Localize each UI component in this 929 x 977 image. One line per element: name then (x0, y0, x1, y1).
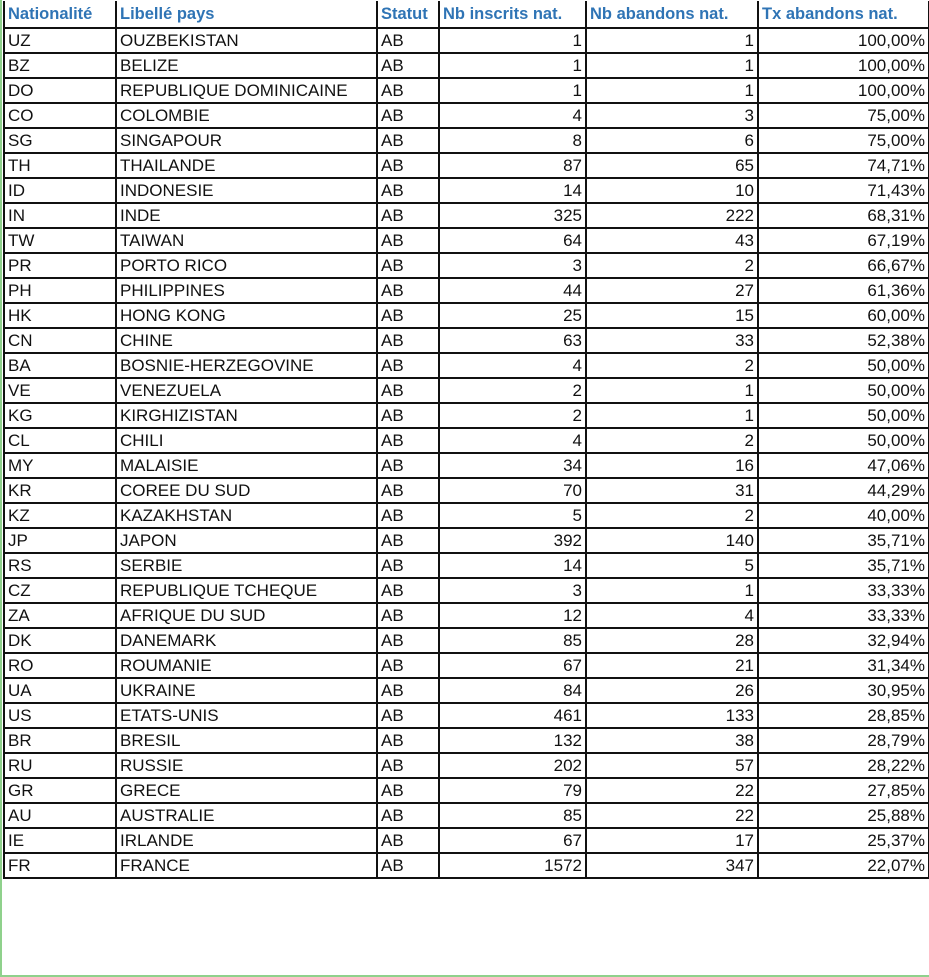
header-statut[interactable]: Statut (377, 1, 439, 28)
nationalite-cell[interactable]: US (4, 703, 116, 728)
libelle-pays-cell[interactable]: ETATS-UNIS (116, 703, 377, 728)
nationalite-cell[interactable]: RU (4, 753, 116, 778)
table-row (4, 653, 929, 678)
nb-abandons-cell[interactable]: 26 (586, 678, 758, 703)
nb-abandons-cell[interactable]: 2 (586, 428, 758, 453)
table-row (4, 728, 929, 753)
table-row (4, 403, 929, 428)
table-row (4, 228, 929, 253)
table-row (4, 203, 929, 228)
tx-abandons-cell[interactable]: 100,00% (758, 53, 929, 78)
tx-abandons-cell[interactable]: 27,85% (758, 778, 929, 803)
nb-inscrits-cell[interactable]: 202 (439, 753, 586, 778)
table-row (4, 153, 929, 178)
statut-cell[interactable]: AB (377, 228, 439, 253)
libelle-pays-cell[interactable]: BOSNIE-HERZEGOVINE (116, 353, 377, 378)
nationalite-cell[interactable]: MY (4, 453, 116, 478)
nationalite-cell[interactable]: TH (4, 153, 116, 178)
statut-cell[interactable]: AB (377, 553, 439, 578)
nb-inscrits-cell[interactable]: 85 (439, 628, 586, 653)
table-row (4, 578, 929, 603)
libelle-pays-cell[interactable]: INDONESIE (116, 178, 377, 203)
statut-cell[interactable]: AB (377, 78, 439, 103)
nb-abandons-cell[interactable]: 57 (586, 753, 758, 778)
libelle-pays-cell[interactable]: VENEZUELA (116, 378, 377, 403)
tx-abandons-cell[interactable]: 40,00% (758, 503, 929, 528)
tx-abandons-cell[interactable]: 25,37% (758, 828, 929, 853)
header-tx-abandons[interactable]: Tx abandons nat. (758, 1, 929, 28)
nb-inscrits-cell[interactable]: 1 (439, 28, 586, 53)
header-nationalite[interactable]: Nationalité (4, 1, 116, 28)
tx-abandons-cell[interactable]: 28,22% (758, 753, 929, 778)
nb-inscrits-cell[interactable]: 12 (439, 603, 586, 628)
tx-abandons-cell[interactable]: 32,94% (758, 628, 929, 653)
nationalite-cell[interactable]: GR (4, 778, 116, 803)
nb-inscrits-cell[interactable]: 461 (439, 703, 586, 728)
statut-cell[interactable]: AB (377, 428, 439, 453)
nationalite-cell[interactable]: AU (4, 803, 116, 828)
libelle-pays-cell[interactable]: AFRIQUE DU SUD (116, 603, 377, 628)
nb-abandons-cell[interactable]: 31 (586, 478, 758, 503)
nb-inscrits-cell[interactable]: 1 (439, 53, 586, 78)
nationalite-cell[interactable]: SG (4, 128, 116, 153)
nb-inscrits-cell[interactable]: 84 (439, 678, 586, 703)
statut-cell[interactable]: AB (377, 753, 439, 778)
nationalite-cell[interactable]: RS (4, 553, 116, 578)
nb-abandons-cell[interactable]: 22 (586, 803, 758, 828)
table-row (4, 603, 929, 628)
nationalite-cell[interactable]: CO (4, 103, 116, 128)
libelle-pays-cell[interactable]: BRESIL (116, 728, 377, 753)
libelle-pays-cell[interactable]: AUSTRALIE (116, 803, 377, 828)
tx-abandons-cell[interactable]: 22,07% (758, 853, 929, 878)
nb-abandons-cell[interactable]: 16 (586, 453, 758, 478)
table-row (4, 553, 929, 578)
nb-abandons-cell[interactable]: 2 (586, 503, 758, 528)
tx-abandons-cell[interactable]: 31,34% (758, 653, 929, 678)
tx-abandons-cell[interactable]: 100,00% (758, 28, 929, 53)
nb-abandons-cell[interactable]: 1 (586, 78, 758, 103)
table-row (4, 803, 929, 828)
nb-inscrits-cell[interactable]: 79 (439, 778, 586, 803)
nb-abandons-cell[interactable]: 133 (586, 703, 758, 728)
nationalite-cell[interactable]: JP (4, 528, 116, 553)
libelle-pays-cell[interactable]: BELIZE (116, 53, 377, 78)
libelle-pays-cell[interactable]: KIRGHIZISTAN (116, 403, 377, 428)
statut-cell[interactable]: AB (377, 503, 439, 528)
libelle-pays-cell[interactable]: REPUBLIQUE DOMINICAINE (116, 78, 377, 103)
tx-abandons-cell[interactable]: 50,00% (758, 378, 929, 403)
tx-abandons-cell[interactable]: 50,00% (758, 353, 929, 378)
nb-abandons-cell[interactable]: 4 (586, 603, 758, 628)
nb-inscrits-cell[interactable]: 325 (439, 203, 586, 228)
statut-cell[interactable]: AB (377, 128, 439, 153)
libelle-pays-cell[interactable]: HONG KONG (116, 303, 377, 328)
tx-abandons-cell[interactable]: 71,43% (758, 178, 929, 203)
libelle-pays-cell[interactable]: CHINE (116, 328, 377, 353)
libelle-pays-cell[interactable]: COREE DU SUD (116, 478, 377, 503)
table-row (4, 353, 929, 378)
libelle-pays-cell[interactable]: THAILANDE (116, 153, 377, 178)
libelle-pays-cell[interactable]: SINGAPOUR (116, 128, 377, 153)
nb-abandons-cell[interactable]: 33 (586, 328, 758, 353)
statut-cell[interactable]: AB (377, 253, 439, 278)
tx-abandons-cell[interactable]: 100,00% (758, 78, 929, 103)
table-row (4, 28, 929, 53)
table-row (4, 53, 929, 78)
tx-abandons-cell[interactable]: 44,29% (758, 478, 929, 503)
table-row (4, 503, 929, 528)
nationalite-cell[interactable]: DO (4, 78, 116, 103)
nationalite-cell[interactable]: PH (4, 278, 116, 303)
statut-cell[interactable]: AB (377, 678, 439, 703)
statut-cell[interactable]: AB (377, 403, 439, 428)
nationalite-cell[interactable]: CN (4, 328, 116, 353)
tx-abandons-cell[interactable]: 33,33% (758, 578, 929, 603)
tx-abandons-cell[interactable]: 61,36% (758, 278, 929, 303)
tx-abandons-cell[interactable]: 68,31% (758, 203, 929, 228)
libelle-pays-cell[interactable]: TAIWAN (116, 228, 377, 253)
nb-abandons-cell[interactable]: 140 (586, 528, 758, 553)
table-row (4, 328, 929, 353)
nb-inscrits-cell[interactable]: 5 (439, 503, 586, 528)
nb-abandons-cell[interactable]: 2 (586, 253, 758, 278)
nb-inscrits-cell[interactable]: 4 (439, 353, 586, 378)
libelle-pays-cell[interactable]: GRECE (116, 778, 377, 803)
nb-inscrits-cell[interactable]: 8 (439, 128, 586, 153)
nb-inscrits-cell[interactable]: 14 (439, 178, 586, 203)
table-row (4, 303, 929, 328)
nb-abandons-cell[interactable]: 347 (586, 853, 758, 878)
libelle-pays-cell[interactable]: COLOMBIE (116, 103, 377, 128)
nb-abandons-cell[interactable]: 6 (586, 128, 758, 153)
statut-cell[interactable]: AB (377, 603, 439, 628)
statut-cell[interactable]: AB (377, 378, 439, 403)
libelle-pays-cell[interactable]: DANEMARK (116, 628, 377, 653)
nb-inscrits-cell[interactable]: 392 (439, 528, 586, 553)
statut-cell[interactable]: AB (377, 453, 439, 478)
nb-inscrits-cell[interactable]: 2 (439, 378, 586, 403)
tx-abandons-cell[interactable]: 52,38% (758, 328, 929, 353)
nb-inscrits-cell[interactable]: 4 (439, 428, 586, 453)
statut-cell[interactable]: AB (377, 628, 439, 653)
statut-cell[interactable]: AB (377, 478, 439, 503)
tx-abandons-cell[interactable]: 33,33% (758, 603, 929, 628)
nb-inscrits-cell[interactable]: 1572 (439, 853, 586, 878)
table-row (4, 853, 929, 878)
tx-abandons-cell[interactable]: 50,00% (758, 428, 929, 453)
nb-abandons-cell[interactable]: 15 (586, 303, 758, 328)
libelle-pays-cell[interactable]: ROUMANIE (116, 653, 377, 678)
nationalite-cell[interactable]: FR (4, 853, 116, 878)
statut-cell[interactable]: AB (377, 28, 439, 53)
nb-abandons-cell[interactable]: 43 (586, 228, 758, 253)
table-row (4, 428, 929, 453)
statut-cell[interactable]: AB (377, 578, 439, 603)
libelle-pays-cell[interactable]: RUSSIE (116, 753, 377, 778)
tx-abandons-cell[interactable]: 47,06% (758, 453, 929, 478)
nb-abandons-cell[interactable]: 1 (586, 578, 758, 603)
header-nb-inscrits[interactable]: Nb inscrits nat. (439, 1, 586, 28)
nb-inscrits-cell[interactable]: 63 (439, 328, 586, 353)
tx-abandons-cell[interactable]: 50,00% (758, 403, 929, 428)
statut-cell[interactable]: AB (377, 778, 439, 803)
nb-abandons-cell[interactable]: 10 (586, 178, 758, 203)
tx-abandons-cell[interactable]: 35,71% (758, 528, 929, 553)
nationalite-cell[interactable]: HK (4, 303, 116, 328)
nationalite-cell[interactable]: CL (4, 428, 116, 453)
statut-cell[interactable]: AB (377, 353, 439, 378)
nb-inscrits-cell[interactable]: 132 (439, 728, 586, 753)
header-nb-abandons[interactable]: Nb abandons nat. (586, 1, 758, 28)
statut-cell[interactable]: AB (377, 653, 439, 678)
nationalite-cell[interactable]: BZ (4, 53, 116, 78)
table-row (4, 528, 929, 553)
libelle-pays-cell[interactable]: UKRAINE (116, 678, 377, 703)
statut-cell[interactable]: AB (377, 278, 439, 303)
statut-cell[interactable]: AB (377, 828, 439, 853)
statut-cell[interactable]: AB (377, 328, 439, 353)
table-row (4, 253, 929, 278)
nationalite-cell[interactable]: IN (4, 203, 116, 228)
nb-inscrits-cell[interactable]: 3 (439, 578, 586, 603)
libelle-pays-cell[interactable]: FRANCE (116, 853, 377, 878)
nb-abandons-cell[interactable]: 17 (586, 828, 758, 853)
nb-abandons-cell[interactable]: 5 (586, 553, 758, 578)
statut-cell[interactable]: AB (377, 303, 439, 328)
table-row (4, 753, 929, 778)
statut-cell[interactable]: AB (377, 178, 439, 203)
nationalite-cell[interactable]: KG (4, 403, 116, 428)
statut-cell[interactable]: AB (377, 203, 439, 228)
nationalite-cell[interactable]: UZ (4, 28, 116, 53)
nb-abandons-cell[interactable]: 27 (586, 278, 758, 303)
nb-inscrits-cell[interactable]: 70 (439, 478, 586, 503)
libelle-pays-cell[interactable]: SERBIE (116, 553, 377, 578)
nationalite-cell[interactable]: PR (4, 253, 116, 278)
nb-inscrits-cell[interactable]: 67 (439, 653, 586, 678)
nb-abandons-cell[interactable]: 21 (586, 653, 758, 678)
nb-inscrits-cell[interactable]: 1 (439, 78, 586, 103)
nationalite-cell[interactable]: TW (4, 228, 116, 253)
table-row (4, 778, 929, 803)
table-row (4, 478, 929, 503)
statut-cell[interactable]: AB (377, 153, 439, 178)
nb-inscrits-cell[interactable]: 2 (439, 403, 586, 428)
nb-abandons-cell[interactable]: 2 (586, 353, 758, 378)
nb-inscrits-cell[interactable]: 4 (439, 103, 586, 128)
libelle-pays-cell[interactable]: IRLANDE (116, 828, 377, 853)
nb-inscrits-cell[interactable]: 44 (439, 278, 586, 303)
statut-cell[interactable]: AB (377, 803, 439, 828)
nb-inscrits-cell[interactable]: 34 (439, 453, 586, 478)
nationalite-cell[interactable]: DK (4, 628, 116, 653)
nb-abandons-cell[interactable]: 1 (586, 378, 758, 403)
table-row (4, 278, 929, 303)
nationalite-cell[interactable]: ZA (4, 603, 116, 628)
tx-abandons-cell[interactable]: 74,71% (758, 153, 929, 178)
nb-abandons-cell[interactable]: 1 (586, 53, 758, 78)
nb-inscrits-cell[interactable]: 67 (439, 828, 586, 853)
tx-abandons-cell[interactable]: 60,00% (758, 303, 929, 328)
libelle-pays-cell[interactable]: PHILIPPINES (116, 278, 377, 303)
table-row (4, 678, 929, 703)
nb-inscrits-cell[interactable]: 87 (439, 153, 586, 178)
nationalite-cell[interactable]: KZ (4, 503, 116, 528)
tx-abandons-cell[interactable]: 28,79% (758, 728, 929, 753)
tx-abandons-cell[interactable]: 66,67% (758, 253, 929, 278)
statut-cell[interactable]: AB (377, 528, 439, 553)
table-row (4, 128, 929, 153)
nationalite-cell[interactable]: RO (4, 653, 116, 678)
tx-abandons-cell[interactable]: 75,00% (758, 103, 929, 128)
libelle-pays-cell[interactable]: PORTO RICO (116, 253, 377, 278)
nb-inscrits-cell[interactable]: 25 (439, 303, 586, 328)
nb-abandons-cell[interactable]: 1 (586, 403, 758, 428)
table-row (4, 103, 929, 128)
nb-inscrits-cell[interactable]: 85 (439, 803, 586, 828)
nationalite-cell[interactable]: BA (4, 353, 116, 378)
nationalite-cell[interactable]: VE (4, 378, 116, 403)
table-row (4, 378, 929, 403)
nb-abandons-cell[interactable]: 65 (586, 153, 758, 178)
nb-abandons-cell[interactable]: 3 (586, 103, 758, 128)
table-body (4, 28, 929, 878)
nb-abandons-cell[interactable]: 1 (586, 28, 758, 53)
table-row (4, 453, 929, 478)
libelle-pays-cell[interactable]: KAZAKHSTAN (116, 503, 377, 528)
statut-cell[interactable]: AB (377, 53, 439, 78)
header-row (4, 1, 929, 28)
tx-abandons-cell[interactable]: 28,85% (758, 703, 929, 728)
nb-inscrits-cell[interactable]: 64 (439, 228, 586, 253)
table-row (4, 78, 929, 103)
table-row (4, 703, 929, 728)
table-row (4, 828, 929, 853)
nb-abandons-cell[interactable]: 22 (586, 778, 758, 803)
statut-cell[interactable]: AB (377, 103, 439, 128)
statut-cell[interactable]: AB (377, 703, 439, 728)
tx-abandons-cell[interactable]: 25,88% (758, 803, 929, 828)
tx-abandons-cell[interactable]: 67,19% (758, 228, 929, 253)
nationalite-cell[interactable]: ID (4, 178, 116, 203)
libelle-pays-cell[interactable]: REPUBLIQUE TCHEQUE (116, 578, 377, 603)
libelle-pays-cell[interactable]: JAPON (116, 528, 377, 553)
nb-abandons-cell[interactable]: 38 (586, 728, 758, 753)
dropout-rate-table (3, 1, 929, 879)
libelle-pays-cell[interactable]: INDE (116, 203, 377, 228)
libelle-pays-cell[interactable]: MALAISIE (116, 453, 377, 478)
nationalite-cell[interactable]: IE (4, 828, 116, 853)
tx-abandons-cell[interactable]: 75,00% (758, 128, 929, 153)
header-libelle-pays[interactable]: Libellé pays (116, 1, 377, 28)
nb-inscrits-cell[interactable]: 3 (439, 253, 586, 278)
nationalite-cell[interactable]: BR (4, 728, 116, 753)
tx-abandons-cell[interactable]: 35,71% (758, 553, 929, 578)
tx-abandons-cell[interactable]: 30,95% (758, 678, 929, 703)
nationalite-cell[interactable]: CZ (4, 578, 116, 603)
table-row (4, 178, 929, 203)
nb-abandons-cell[interactable]: 222 (586, 203, 758, 228)
libelle-pays-cell[interactable]: OUZBEKISTAN (116, 28, 377, 53)
nationalite-cell[interactable]: KR (4, 478, 116, 503)
nb-abandons-cell[interactable]: 28 (586, 628, 758, 653)
nb-inscrits-cell[interactable]: 14 (439, 553, 586, 578)
statut-cell[interactable]: AB (377, 728, 439, 753)
table-header (4, 1, 929, 28)
nationalite-cell[interactable]: UA (4, 678, 116, 703)
statut-cell[interactable]: AB (377, 853, 439, 878)
table-row (4, 628, 929, 653)
libelle-pays-cell[interactable]: CHILI (116, 428, 377, 453)
